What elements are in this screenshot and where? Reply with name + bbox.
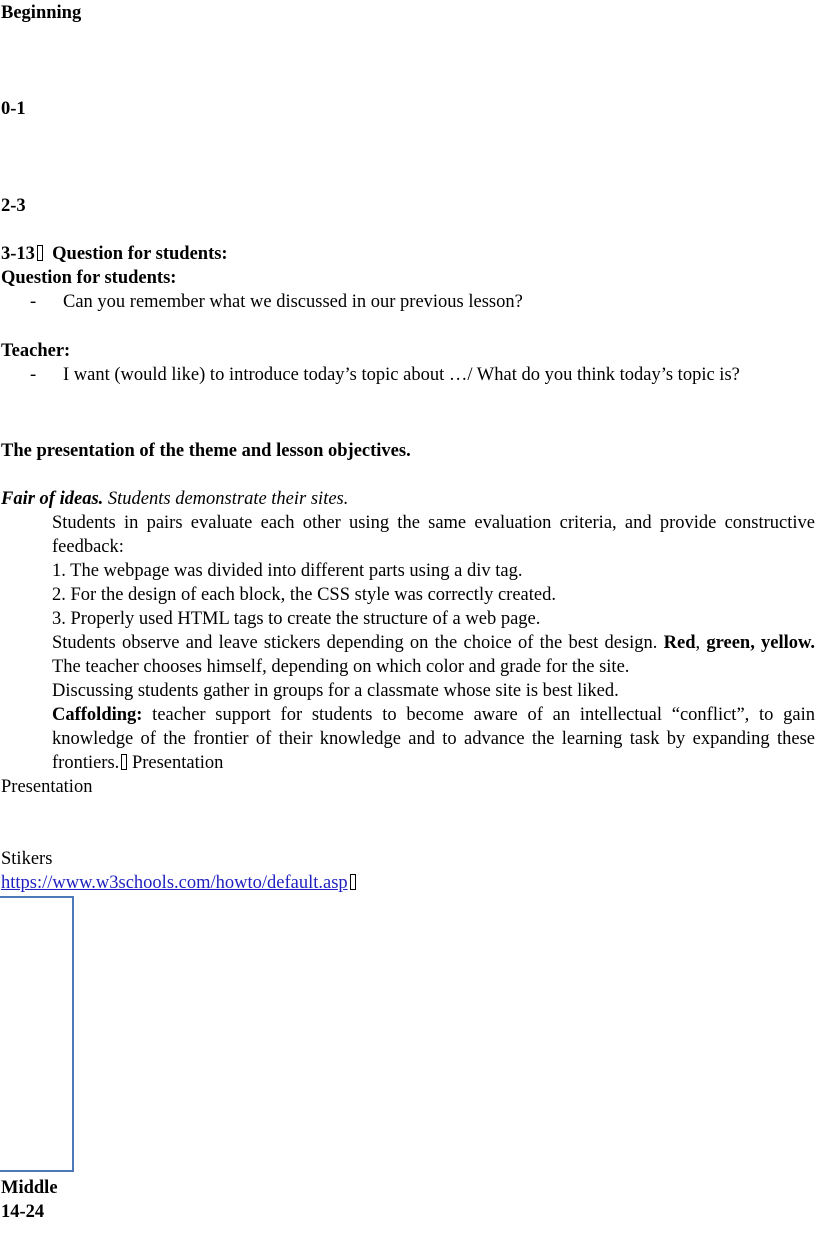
stickers-comma: , [695, 633, 707, 653]
fair-bold: Fair of ideas. [1, 489, 104, 509]
time-3-13: 3-13 [1, 244, 35, 264]
time-14-24: 14-24 [1, 1202, 45, 1222]
caffolding-tail: Presentation [127, 753, 224, 773]
time-3-13-question: Question for students: [52, 244, 228, 264]
stickers-red: Red [663, 633, 696, 653]
time-2-3: 2-3 [1, 196, 26, 216]
stickers-text-2: The teacher chooses himself, depending on which color and grade for the site. [52, 657, 630, 677]
presentation-heading: The presentation of the theme and lesson objectives. [1, 441, 411, 461]
caffolding-text: teacher support for students to become aware of an intellectual “conflict”, to gain knowledge of the frontier of their knowledge and to advance the learning task by expanding these frontiers. [52, 705, 815, 773]
w3schools-link[interactable]: https://www.w3schools.com/howto/default.asp [1, 873, 348, 893]
criteria-item-3: 3. Properly used HTML tags to create the structure of a web page. [52, 609, 541, 629]
stickers-text-1: Students observe and leave stickers depending on the choice of the best design. [52, 633, 664, 653]
question-item-text: Can you remember what we discussed in our previous lesson? [63, 292, 523, 312]
caffolding-bold: Caffolding: [52, 705, 143, 725]
criteria-item-2: 2. For the design of each block, the CSS style was correctly created. [52, 585, 556, 605]
stickers-green: green, yellow. [706, 633, 816, 653]
w3schools-link-row [1, 871, 356, 895]
fair-of-ideas [1, 487, 348, 511]
presentation-label: Presentation [1, 777, 93, 797]
criteria-item-1: 1. The webpage was divided into different parts using a div tag. [52, 561, 523, 581]
beginning-heading: Beginning [1, 3, 82, 23]
middle-heading: Middle [1, 1178, 58, 1198]
missing-glyph-icon [37, 245, 43, 261]
teacher-heading: Teacher: [1, 341, 71, 361]
pairs-paragraph: Students in pairs evaluate each other using the same evaluation criteria, and provide constructive feedback: [52, 513, 815, 557]
frame-box [0, 896, 74, 1172]
list-dash: - [30, 292, 37, 312]
discussing-paragraph: Discussing students gather in groups for a classmate whose site is best liked. [52, 681, 619, 701]
question-heading: Question for students: [1, 268, 177, 288]
stickers-paragraph [52, 631, 815, 679]
list-dash: - [30, 365, 37, 385]
stikers-label: Stikers [1, 849, 53, 869]
fair-italic: Students demonstrate their sites. [103, 489, 349, 509]
teacher-item-text: I want (would like) to introduce today’s topic about …/ What do you think today’s topic is? [63, 365, 740, 385]
time-3-13-row [1, 242, 228, 266]
missing-glyph-icon [350, 874, 356, 890]
time-0-1: 0-1 [1, 99, 26, 119]
caffolding-paragraph [52, 703, 815, 775]
